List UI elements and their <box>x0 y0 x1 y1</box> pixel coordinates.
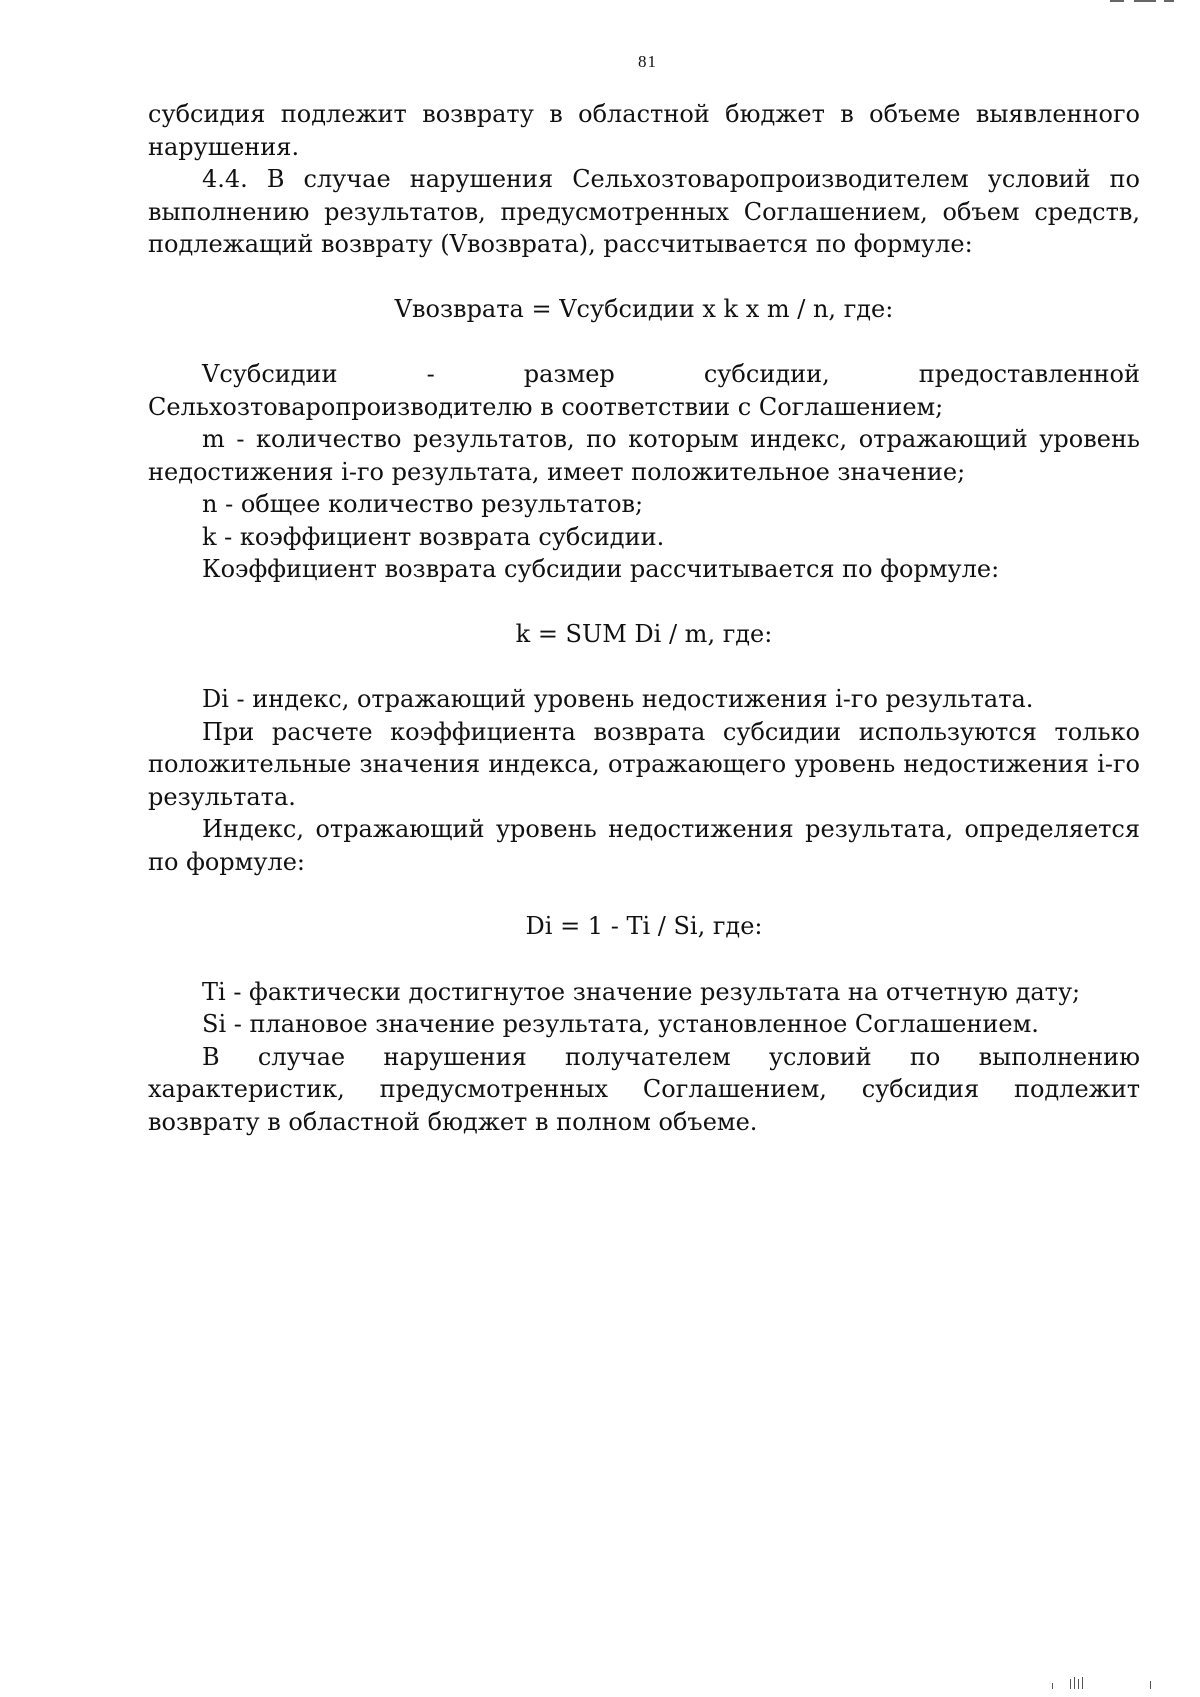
definition-v-subsidy-line1: Vсубсидии - размер субсидии, предоставленной <box>202 360 1140 388</box>
paragraph-index-formula-intro: Индекс, отражающий уровень недостижения результата, определяется по формуле: <box>148 815 1140 876</box>
definition-m: m - количество результатов, по которым индекс, отражающий уровень недостижения i-го результата, имеет положительное значение; <box>148 425 1140 486</box>
scan-artifact-top <box>1100 0 1190 4</box>
scan-artifact-bottom <box>1050 1675 1160 1689</box>
definition-v-subsidy-line2: Сельхозтоваропроизводителю в соответствии с Соглашением; <box>148 392 944 421</box>
definition-ti: Ti - фактически достигнутое значение результата на отчетную дату; <box>202 977 1081 1006</box>
definition-n: n - общее количество результатов; <box>202 490 644 518</box>
paragraph-positive-values: При расчете коэффициента возврата субсидии используются только положительные значения индекса, отражающего уровень недостижения i-го результата. <box>148 717 1140 811</box>
paragraph-subsidy-return: субсидия подлежит возврату в областной бюджет в объеме выявленного нарушения. <box>148 100 1140 161</box>
definition-si: Si - плановое значение результата, установленное Соглашением. <box>202 1010 1039 1038</box>
paragraph-4-4: 4.4. В случае нарушения Сельхозтоваропроизводителем условий по выполнению результатов, предусмотренных Соглашением, объем средств, подлежащий возврату (Vвозврата), рассчитывается по формуле: <box>148 165 1140 258</box>
formula-coefficient: k = SUM Di / m, где: <box>515 619 773 648</box>
definition-di: Di - индекс, отражающий уровень недостижения i-го результата. <box>202 685 1034 713</box>
paragraph-coefficient-formula-intro: Коэффициент возврата субсидии рассчитывается по формуле: <box>202 555 1000 583</box>
formula-return-volume: Vвозврата = Vсубсидии x k x m / n, где: <box>394 294 894 323</box>
document-body <box>148 98 1140 1138</box>
paragraph-full-return: В случае нарушения получателем условий по выполнению характеристик, предусмотренных Соглашением, субсидия подлежит возврату в областной бюджет в полном объеме. <box>148 1042 1140 1136</box>
formula-index: Di = 1 - Ti / Si, где: <box>525 912 763 940</box>
definition-k: k - коэффициент возврата субсидии. <box>202 522 665 551</box>
page-number: 81 <box>638 52 657 71</box>
